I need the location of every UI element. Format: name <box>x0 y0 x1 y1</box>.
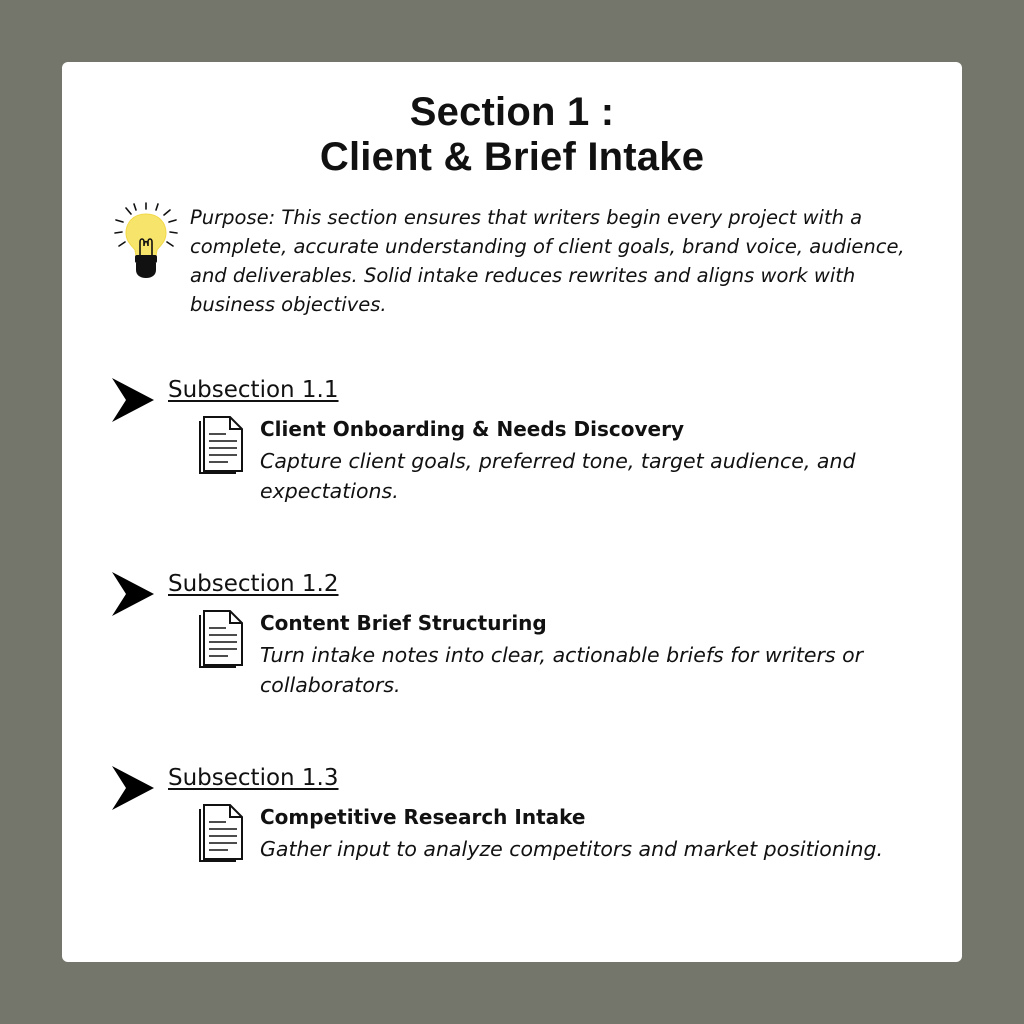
subsection-description: Capture client goals, preferred tone, target audience, and expectations. <box>260 449 856 503</box>
subsection-description: Turn intake notes into clear, actionable briefs for writers or collaborators. <box>260 643 864 697</box>
lightbulb-icon <box>114 202 180 278</box>
page-title <box>62 90 962 180</box>
document-icon <box>198 414 244 474</box>
arrow-right-icon <box>112 378 154 422</box>
subsection-heading: Subsection 1.3 <box>168 765 339 791</box>
subsection-1-3 <box>62 762 962 912</box>
subsection-1-2 <box>62 568 962 718</box>
subsection-title: Competitive Research Intake <box>260 805 586 829</box>
subsection-heading: Subsection 1.1 <box>168 377 339 403</box>
document-icon <box>198 608 244 668</box>
content-card <box>62 62 962 962</box>
title-line-2: Client & Brief Intake <box>319 135 705 179</box>
subsection-1-1 <box>62 374 962 524</box>
title-line-1: Section 1 : <box>409 90 615 134</box>
document-icon <box>198 802 244 862</box>
subsection-title: Client Onboarding & Needs Discovery <box>260 417 684 441</box>
purpose-text: Purpose: This section ensures that writers begin every project with a complete, accurate understanding of client goals, brand voice, audience, and deliverables. Solid intake reduces rewrites and aligns work with business objectives. <box>190 206 905 316</box>
subsection-title: Content Brief Structuring <box>260 611 547 635</box>
arrow-right-icon <box>112 766 154 810</box>
subsection-heading: Subsection 1.2 <box>168 571 339 597</box>
subsection-description: Gather input to analyze competitors and market positioning. <box>260 837 884 861</box>
arrow-right-icon <box>112 572 154 616</box>
